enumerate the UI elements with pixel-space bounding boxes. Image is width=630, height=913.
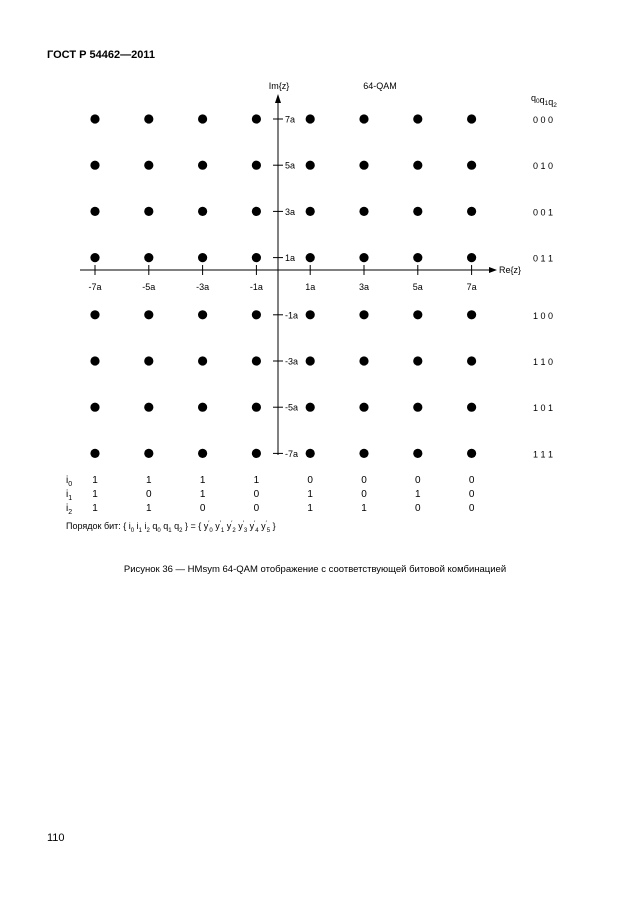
constellation-point [359,114,368,123]
constellation-point [198,161,207,170]
q-bits-label: 0 1 1 [533,253,554,264]
constellation-point [413,253,422,262]
constellation-point [467,207,476,216]
y-axis-label: Im{z} [268,81,290,91]
constellation-point [252,114,261,123]
x-tick-label: -1a [249,282,263,292]
y-tick-label: -5a [285,402,299,413]
constellation-point [144,356,153,365]
q-bits-label: 0 0 1 [533,207,554,218]
constellation-point [467,403,476,412]
x-tick-label: 7a [466,282,477,292]
figure-caption: Рисунок 36 — HMsym 64-QAM отображение с соответствующей битовой комбинацией [123,564,507,575]
constellation-point [252,253,261,262]
constellation-point [252,207,261,216]
y-tick-label: 7a [285,114,296,125]
constellation-point [198,253,207,262]
constellation-point [90,449,99,458]
i-bit-value: 0 [307,475,313,486]
x-axis-label: Re{z} [499,265,522,275]
i-bit-value: 1 [253,475,260,486]
constellation-point [306,253,315,262]
constellation-point [252,449,261,458]
q-bits-label: 1 1 1 [533,449,554,460]
i-bit-value: 1 [146,503,152,514]
constellation-point [144,114,153,123]
x-tick-label: 3a [358,282,370,292]
i-bit-value: 1 [361,503,367,514]
i-bit-value: 0 [468,489,475,500]
constellation-point [413,114,422,123]
i-bit-value: 1 [307,503,313,514]
i-bit-label: $i_0$ [66,475,73,488]
constellation-point [198,449,207,458]
bit-order-line: Порядок бит: { $i_0$ $i_1$ $i_2$ $q_0$ $q_1$ $q_2$ } = { $y'_0$ $y'_1$ $y'_2$ $y'_3$ $y'_4$ $y'_5$ } [66,521,276,534]
x-tick-label: 5a [412,282,423,292]
constellation-point [359,161,368,170]
x-tick-label: 1a [305,282,316,292]
constellation-point [252,403,261,412]
i-bit-value: 0 [468,503,475,514]
constellation-point [252,161,261,170]
i-bit-value: 0 [253,503,260,514]
constellation-point [413,356,422,365]
constellation-point [198,114,207,123]
y-axis-arrow [275,94,281,103]
x-tick-label: -5a [142,282,156,292]
i-bit-value: 1 [415,489,421,500]
constellation-point [90,207,99,216]
constellation-point [144,161,153,170]
i-bit-value: 0 [361,489,367,500]
i-bit-row [66,489,486,503]
constellation-point [413,161,422,170]
constellation-point [144,310,153,319]
axes [80,94,497,455]
i-bit-value: 1 [92,475,98,486]
constellation-point [90,356,99,365]
i-bit-value: 0 [199,503,206,514]
x-tick-label: -3a [196,282,210,292]
constellation-point [413,207,422,216]
constellation-point [413,310,422,319]
i-bit-value: 0 [253,489,260,500]
constellation-point [90,161,99,170]
y-tick-label: 5a [285,160,296,171]
i-bit-value: 1 [146,475,152,486]
constellation-point [413,449,422,458]
constellation-point [198,403,207,412]
x-axis-arrow [489,267,497,273]
constellation-point [359,253,368,262]
q-bits-label: 1 0 0 [533,310,554,321]
i-bit-value: 0 [146,489,152,500]
y-tick-label: -3a [285,356,299,367]
constellation-point [144,253,153,262]
constellation-point [359,403,368,412]
constellation-point [144,449,153,458]
constellation-point [467,114,476,123]
constellation-point [144,207,153,216]
q-bits-label: 1 1 0 [533,357,554,367]
page-number: 110 [47,832,65,844]
q-bits-label: 1 0 1 [533,403,554,414]
y-tick-label: -1a [285,310,299,321]
constellation-point [306,207,315,216]
constellation-point [467,449,476,458]
i-bit-value: 0 [361,475,367,486]
constellation-point [359,207,368,216]
i-bit-value: 0 [415,475,421,486]
q-bits-label: 0 1 0 [533,161,554,172]
i-bit-value: 1 [307,489,313,500]
constellation-point [467,310,476,319]
document-header: ГОСТ Р 54462—2011 [47,49,155,61]
y-tick-label: -7a [285,448,299,459]
i-bit-value: 0 [415,503,421,514]
constellation-point [359,356,368,365]
constellation-point [90,403,99,412]
constellation-point [306,356,315,365]
constellation-point [198,207,207,216]
i-bit-label: $i_2$ [66,503,73,516]
i-bit-value: 0 [468,475,475,486]
q-bits-header: $q_0q_1q_2$ [531,93,557,109]
constellation-point [198,310,207,319]
constellation-point [306,161,315,170]
y-tick-label: 3a [285,206,296,217]
q-bits-label: 0 0 0 [533,115,554,125]
i-bit-row [66,503,486,517]
constellation-point [252,310,261,319]
constellation-point [306,310,315,319]
i-bit-value: 1 [199,475,206,486]
constellation-point [90,253,99,262]
constellation-point [306,114,315,123]
constellation-point [90,310,99,319]
constellation-point [467,161,476,170]
constellation-point [252,356,261,365]
constellation-point [413,403,422,412]
constellation-point [359,449,368,458]
chart-title: 64-QAM [363,81,397,91]
i-bit-value: 1 [199,489,206,500]
i-bit-value: 1 [92,503,98,514]
i-bit-label: $i_1$ [66,489,73,502]
constellation-point [90,114,99,123]
x-tick-label: -7a [88,282,102,292]
constellation-point [359,310,368,319]
constellation-point [467,253,476,262]
constellation-point [306,449,315,458]
i-bit-value: 1 [92,489,98,500]
y-tick-label: 1a [285,253,296,264]
constellation-point [198,356,207,365]
constellation-point [144,403,153,412]
constellation-point [467,356,476,365]
constellation-point [306,403,315,412]
i-bit-row [66,475,486,489]
